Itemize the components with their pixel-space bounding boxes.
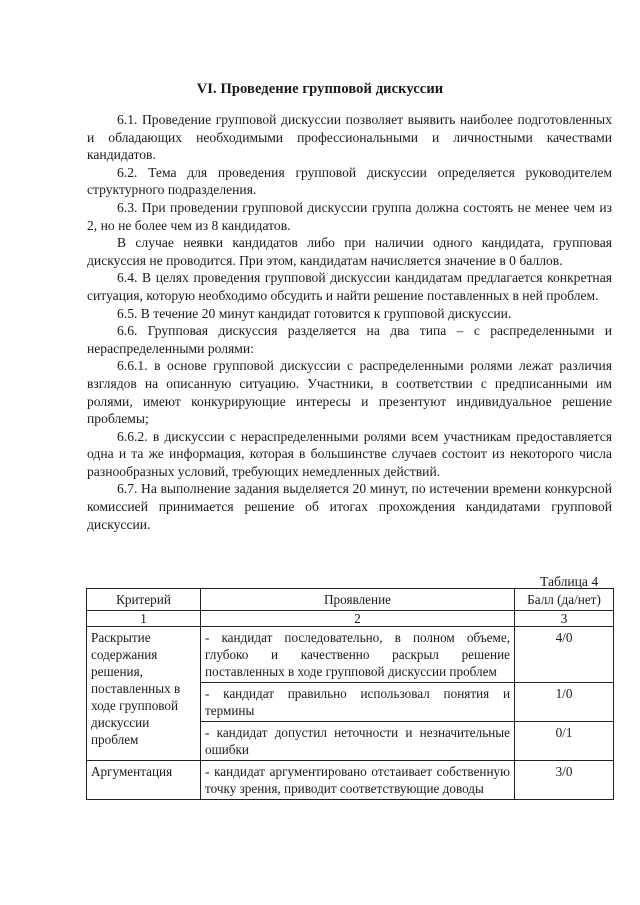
criteria-table <box>86 588 614 800</box>
manifestation-cell: - кандидат правильно использовал понятия и термины <box>201 683 515 722</box>
header-criterion: Критерий <box>87 589 201 611</box>
table-caption: Таблица 4 <box>540 574 599 589</box>
paragraph-6-6: 6.6. Групповая дискуссия разделяется на два типа – с распределенными и нераспределенными ролями: <box>87 323 612 356</box>
table-row <box>87 627 614 683</box>
column-number-3: 3 <box>515 611 614 627</box>
criterion-cell: Раскрытие содержания решения, поставленных в ходе групповой дискуссии проблем <box>87 627 201 761</box>
column-number-1: 1 <box>87 611 201 627</box>
paragraph-6-1: 6.1. Проведение групповой дискуссии позволяет выявить наиболее подготовленных и обладающих необходимыми профессиональными и личностными качествами кандидатов. <box>87 112 612 163</box>
document-body <box>87 111 612 533</box>
paragraph-6-2: 6.2. Тема для проведения групповой дискуссии определяется руководителем структурного подразделения. <box>87 164 612 198</box>
paragraph-6-6-2: 6.6.2. в дискуссии с нераспределенными ролями всем участникам предоставляется одна и та же информация, которая в большинстве случаев состоит из некоторого числа разнообразных условий, требующих немедленных действий. <box>87 428 612 479</box>
score-cell: 4/0 <box>515 627 614 683</box>
manifestation-cell: - кандидат последовательно, в полном объеме, глубоко и качественно раскрыл решение поставленных в ходе групповой дискуссии проблем <box>201 627 515 683</box>
header-manifestation: Проявление <box>201 589 515 611</box>
paragraph-6-3-note: В случае неявки кандидатов либо при наличии одного кандидата, групповая дискуссия не проводится. При этом, кандидатам начисляется значение в 0 баллов. <box>87 235 612 268</box>
paragraph-6-4: 6.4. В целях проведения групповой дискуссии кандидатам предлагается конкретная ситуация, которую необходимо обсудить и найти решение поставленных в ней проблем. <box>87 270 612 303</box>
score-cell: 1/0 <box>515 683 614 722</box>
criterion-cell: Аргументация <box>87 761 201 800</box>
header-score: Балл (да/нет) <box>515 589 614 611</box>
manifestation-cell: - кандидат аргументировано отстаивает собственную точку зрения, приводит соответствующие доводы <box>201 761 515 800</box>
paragraph-6-5: 6.5. В течение 20 минут кандидат готовится к групповой дискуссии. <box>117 305 512 321</box>
score-cell: 3/0 <box>515 761 614 800</box>
table-header-row <box>87 589 614 611</box>
paragraph-6-7: 6.7. На выполнение задания выделяется 20 минут, по истечении времени конкурсной комиссией принимается решение об итогах прохождения кандидатами групповой дискуссии. <box>87 481 612 532</box>
column-number-2: 2 <box>201 611 515 627</box>
paragraph-6-3: 6.3. При проведении групповой дискуссии группа должна состоять не менее чем из 2, но не более чем из 8 кандидатов. <box>87 199 612 233</box>
paragraph-6-6-1: 6.6.1. в основе групповой дискуссии с распределенными ролями лежат различия взглядов на описанную ситуацию. Участники, в соответствии с предписанными им ролями, имеют конкурирующие интересы и презентуют индивидуальное решение проблемы; <box>87 358 612 427</box>
manifestation-cell: - кандидат допустил неточности и незначительные ошибки <box>201 722 515 761</box>
score-cell: 0/1 <box>515 722 614 761</box>
table-row <box>87 761 614 800</box>
table-number-row <box>87 611 614 627</box>
section-heading: VI. Проведение групповой дискуссии <box>196 81 444 97</box>
